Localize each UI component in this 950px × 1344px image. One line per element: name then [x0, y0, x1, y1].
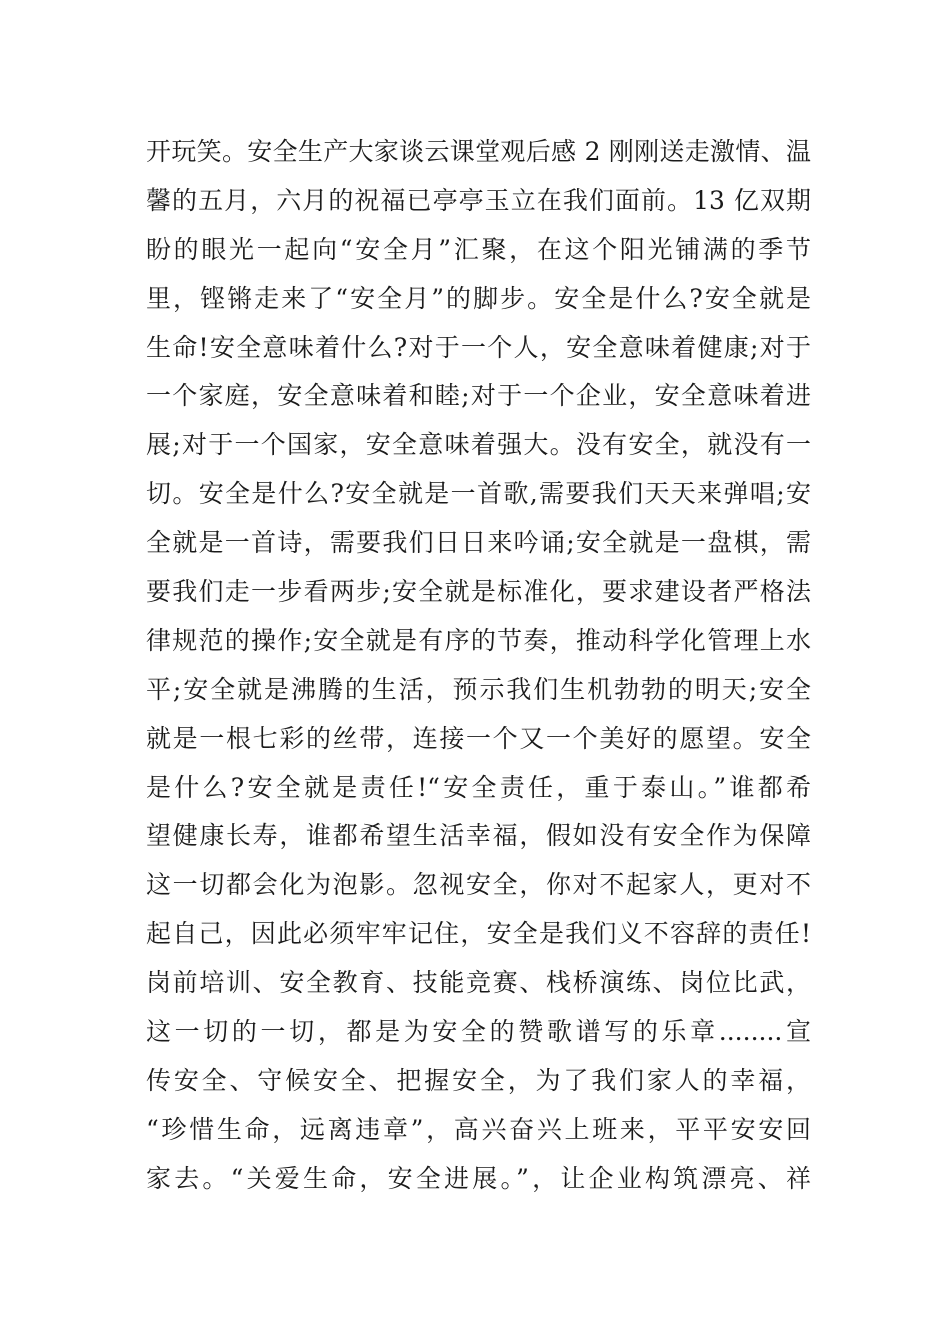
- text-line: 岗前培训、安全教育、技能竞赛、栈桥演练、岗位比武，: [146, 968, 811, 998]
- text-line: 家去。“关爱生命，安全进展。”，让企业构筑漂亮、祥: [146, 1163, 811, 1193]
- text-line: 律规范的操作;安全就是有序的节奏，推动科学化管理上水: [146, 625, 811, 655]
- text-line: 生命!安全意味着什么?对于一个人，安全意味着健康;对于: [146, 332, 811, 362]
- body-text: [146, 128, 811, 1204]
- text-line: 平;安全就是沸腾的生活，预示我们生机勃勃的明天;安全: [146, 674, 811, 704]
- text-line: 这一切的一切，都是为安全的赞歌谱写的乐章........宣: [146, 1017, 811, 1047]
- text-line: 一个家庭，安全意味着和睦;对于一个企业，安全意味着进: [146, 381, 811, 411]
- text-line: 是什么?安全就是责任!“安全责任，重于泰山。”谁都希: [146, 772, 811, 802]
- text-line: 盼的眼光一起向“安全月”汇聚，在这个阳光铺满的季节: [146, 234, 811, 264]
- text-line: “珍惜生命，远离违章”，高兴奋兴上班来，平平安安回: [146, 1114, 811, 1144]
- text-line: 开玩笑。安全生产大家谈云课堂观后感 2 刚刚送走激情、温: [146, 137, 811, 166]
- text-line: 馨的五月，六月的祝福已亭亭玉立在我们面前。13 亿双期: [146, 185, 811, 215]
- text-line: 这一切都会化为泡影。忽视安全，你对不起家人，更对不: [146, 870, 811, 900]
- text-line: 望健康长寿，谁都希望生活幸福，假如没有安全作为保障: [146, 821, 811, 851]
- text-line: 里，铿锵走来了“安全月”的脚步。安全是什么?安全就是: [146, 283, 811, 313]
- text-line: 就是一根七彩的丝带，连接一个又一个美好的愿望。安全: [146, 723, 811, 753]
- text-line: 起自己，因此必须牢牢记住，安全是我们义不容辞的责任!: [146, 919, 811, 949]
- text-line: 全就是一首诗，需要我们日日来吟诵;安全就是一盘棋，需: [146, 528, 811, 558]
- text-line: 展;对于一个国家，安全意味着强大。没有安全，就没有一: [146, 430, 811, 460]
- text-line: 传安全、守候安全、把握安全，为了我们家人的幸福，: [146, 1065, 811, 1095]
- text-line: 切。安全是什么?安全就是一首歌,需要我们天天来弹唱;安: [146, 479, 811, 509]
- text-line: 要我们走一步看两步;安全就是标准化，要求建设者严格法: [146, 577, 811, 607]
